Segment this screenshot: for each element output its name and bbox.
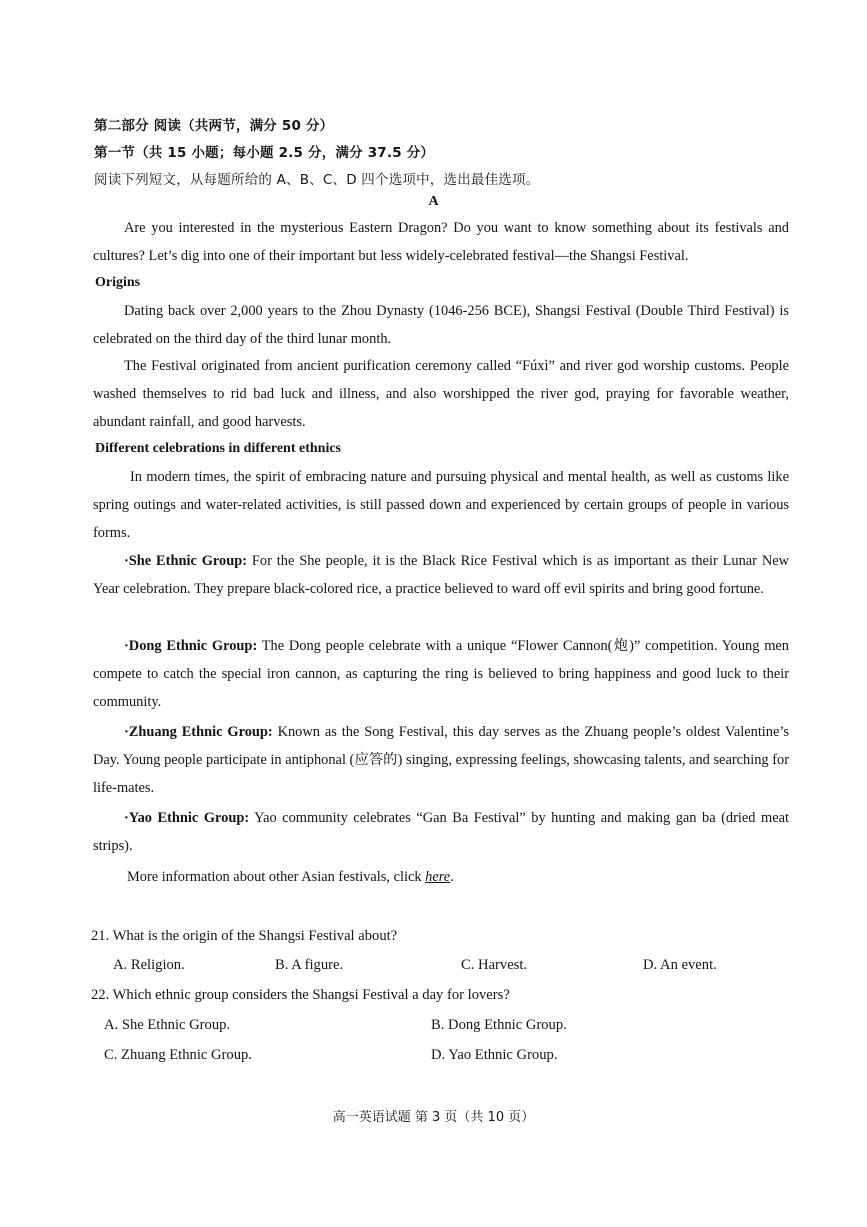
more-info — [93, 863, 789, 891]
group-dong — [93, 632, 789, 717]
group-dong-text: The Dong people celebrate with a unique “Flower Cannon(炮)” competition. Young men compete to catch the special iron cannon, as capturing the ring is believed to bring happiness and good luck to their community. — [93, 638, 789, 711]
q22-option-c: C. Zhuang Ethnic Group. — [104, 1047, 252, 1063]
ethnics-heading: Different celebrations in different ethnics — [95, 441, 341, 456]
instructions: 阅读下列短文，从每题所给的 A、B、C、D 四个选项中，选出最佳选项。 — [94, 172, 540, 188]
origins-paragraph-1: Dating back over 2,000 years to the Zhou Dynasty (1046-256 BCE), Shangsi Festival (Double Third Festival) is celebrated on the third day of the third lunar month. — [93, 303, 789, 348]
origins-heading: Origins — [95, 275, 141, 290]
question-22: 22. Which ethnic group considers the Shangsi Festival a day for lovers? — [91, 987, 510, 1003]
group-she-text: For the She people, it is the Black Rice Festival which is as important as their Lunar New Year celebration. They prepare black-colored rice, a practice believed to ward off evil spirits and bring good fortune. — [93, 553, 789, 598]
more-info-text: More information about other Asian festivals, click — [127, 869, 426, 885]
q22-option-a: A. She Ethnic Group. — [104, 1017, 231, 1033]
group-she — [93, 547, 789, 603]
q22-option-b: B. Dong Ethnic Group. — [431, 1017, 567, 1033]
page-footer: 高一英语试题 第 3 页（共 10 页） — [332, 1110, 535, 1125]
here-link[interactable]: here — [425, 869, 451, 885]
group-yao — [93, 804, 789, 860]
group-zhuang-text: Known as the Song Festival, this day serves as the Zhuang people’s oldest Valentine’s Day. Young people participate in antiphonal (应答的) singing, expressing feelings, showcasing talents, and searching for life-mates. — [93, 724, 789, 797]
group-dong-name: ·Dong Ethnic Group: — [124, 638, 258, 654]
passage-label: A — [428, 194, 439, 209]
ethnics-intro: In modern times, the spirit of embracing nature and pursuing physical and mental health, as well as customs like spring outings and water-related activities, is still passed down and experienced by certain groups of people in various forms. — [93, 469, 789, 542]
group-yao-text: Yao community celebrates “Gan Ba Festival” by hunting and making gan ba (dried meat strips). — [93, 810, 789, 855]
intro-paragraph: Are you interested in the mysterious Eastern Dragon? Do you want to know something about its festivals and cultures? Let’s dig into one of their important but less widely-celebrated festival—the Shangsi Festival. — [93, 220, 789, 265]
question-21: 21. What is the origin of the Shangsi Festival about? — [91, 928, 398, 944]
origins-paragraph-2: The Festival originated from ancient purification ceremony called “Fúxì” and river god worship customs. People washed themselves to rid bad luck and illness, and also worshipped the river god, praying for favorable weather, abundant rainfall, and good harvests. — [93, 358, 789, 431]
q21-option-a: A. Religion. — [113, 957, 185, 973]
subsection-header: 第一节（共 15 小题；每小题 2.5 分，满分 37.5 分） — [94, 145, 435, 161]
more-info-end: . — [450, 869, 454, 885]
group-yao-name: ·Yao Ethnic Group: — [124, 810, 250, 826]
section-header: 第二部分 阅读（共两节，满分 50 分） — [94, 118, 334, 134]
q22-option-d: D. Yao Ethnic Group. — [431, 1047, 558, 1063]
group-zhuang-name: ·Zhuang Ethnic Group: — [124, 724, 273, 740]
group-zhuang — [93, 718, 789, 803]
q21-option-b: B. A figure. — [275, 957, 344, 973]
group-she-name: ·She Ethnic Group: — [124, 553, 248, 569]
q21-option-c: C. Harvest. — [461, 957, 528, 973]
q21-option-d: D. An event. — [643, 957, 717, 973]
